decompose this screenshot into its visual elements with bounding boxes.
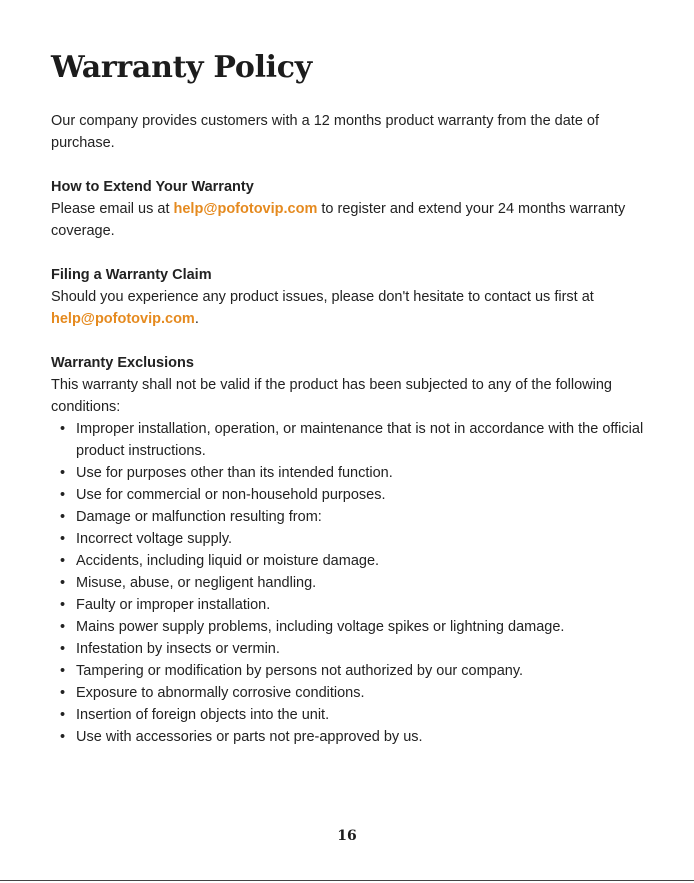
exclusions-section bbox=[51, 352, 651, 748]
exclusions-intro: This warranty shall not be valid if the product has been subjected to any of the following conditions: bbox=[51, 377, 612, 415]
claim-email-link[interactable]: help@pofotovip.com bbox=[51, 311, 195, 327]
list-item: • Mains power supply problems, including voltage spikes or lightning damage. bbox=[51, 616, 651, 638]
list-item: • Exposure to abnormally corrosive conditions. bbox=[51, 682, 651, 704]
list-item: • Incorrect voltage supply. bbox=[51, 528, 651, 550]
list-item: • Use for purposes other than its intended function. bbox=[51, 462, 651, 484]
claim-text-before: Should you experience any product issues, please don't hesitate to contact us first at bbox=[51, 289, 594, 305]
list-item: • Misuse, abuse, or negligent handling. bbox=[51, 572, 651, 594]
list-item: • Use with accessories or parts not pre-approved by us. bbox=[51, 726, 651, 748]
exclusions-list bbox=[51, 418, 651, 748]
list-item: • Use for commercial or non-household purposes. bbox=[51, 484, 651, 506]
extend-text-after: to register and extend your 24 months warranty coverage. bbox=[51, 201, 626, 239]
claim-paragraph bbox=[51, 286, 651, 330]
exclusions-heading: Warranty Exclusions bbox=[51, 355, 194, 371]
page-number: 16 bbox=[337, 828, 357, 844]
list-item: • Insertion of foreign objects into the unit. bbox=[51, 704, 651, 726]
page-divider bbox=[0, 880, 694, 881]
list-item: • Improper installation, operation, or maintenance that is not in accordance with the official product instructions. bbox=[51, 418, 651, 462]
extend-section bbox=[51, 176, 651, 242]
list-item: • Tampering or modification by persons not authorized by our company. bbox=[51, 660, 651, 682]
list-item: • Faulty or improper installation. bbox=[51, 594, 651, 616]
extend-email-link[interactable]: help@pofotovip.com bbox=[173, 201, 318, 217]
extend-text-before: Please email us at bbox=[51, 201, 174, 217]
extend-paragraph bbox=[51, 198, 651, 242]
claim-section bbox=[51, 264, 651, 330]
intro-paragraph: Our company provides customers with a 12 months product warranty from the date of purchase. bbox=[51, 113, 600, 151]
document-page bbox=[51, 48, 651, 748]
claim-text-after: . bbox=[194, 311, 199, 327]
list-item: • Accidents, including liquid or moisture damage. bbox=[51, 550, 651, 572]
claim-heading: Filing a Warranty Claim bbox=[51, 267, 212, 283]
page-title: Warranty Policy bbox=[51, 50, 312, 85]
list-item: • Damage or malfunction resulting from: bbox=[51, 506, 651, 528]
list-item: • Infestation by insects or vermin. bbox=[51, 638, 651, 660]
extend-heading: How to Extend Your Warranty bbox=[51, 179, 254, 195]
